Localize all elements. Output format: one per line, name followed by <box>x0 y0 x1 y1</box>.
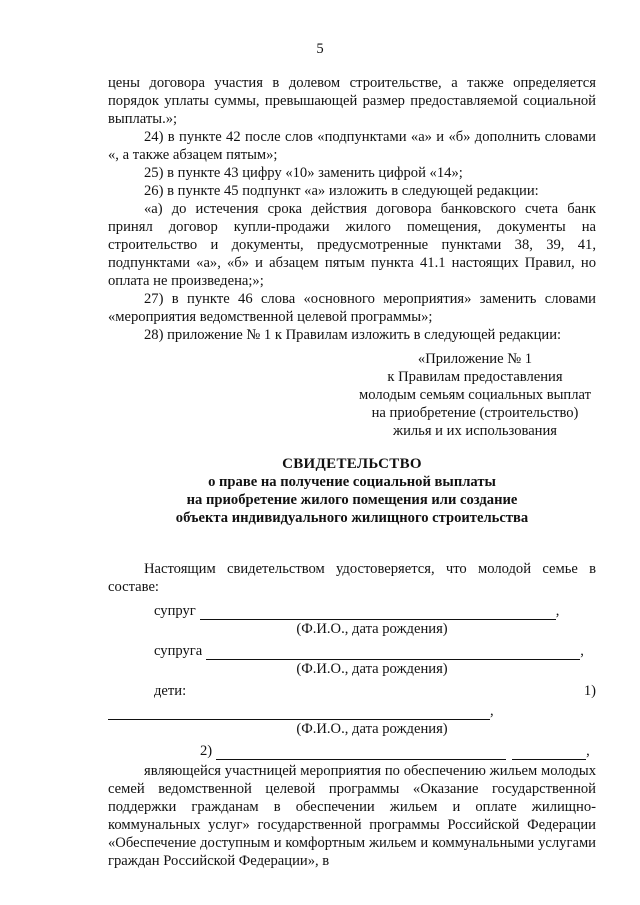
paragraph-item-24: 24) в пункте 42 после слов «подпунктами «а» и «б» дополнить словами «, а также абзацем пятым»; <box>108 129 596 163</box>
paragraph-item-26: 26) в пункте 45 подпункт «а» изложить в следующей редакции: <box>144 183 539 199</box>
fio-caption: (Ф.И.О., дата рождения) <box>296 661 448 677</box>
comma: , <box>580 643 584 659</box>
paragraph-item-28: 28) приложение № 1 к Правилам изложить в следующей редакции: <box>144 327 562 343</box>
certificate-subtitle: на приобретение жилого помещения или создание <box>186 492 518 508</box>
amendments-text <box>108 74 596 344</box>
certificate-subtitle: объекта индивидуального жилищного строительства <box>175 510 529 526</box>
spouse-female-field[interactable] <box>206 645 580 660</box>
child-number-2: 2) <box>200 743 213 759</box>
child-number-1: 1) <box>583 683 596 699</box>
comma: , <box>490 703 494 719</box>
certificate-intro: Настоящим свидетельством удостоверяется, что молодой семье в составе: <box>108 561 596 595</box>
paragraph-item-26a: «а) до истечения срока действия договора банковского счета банк принял договор купли-продажи жилого помещения, документы на строительство и документы, предусмотренные пунктами 38, 39, 41, подпунктами «а», «б» и абзацем пятым пункта 41.1 настоящих Правил, но оплата не произведена;»; <box>108 201 596 289</box>
child-2-row <box>108 740 596 760</box>
fio-caption: (Ф.И.О., дата рождения) <box>296 721 448 737</box>
comma: , <box>586 743 590 759</box>
paragraph-item-27: 27) в пункте 46 слова «основного мероприятия» заменить словами «мероприятия ведомственной целевой программы»; <box>108 291 596 325</box>
certificate-title: СВИДЕТЕЛЬСТВО <box>282 456 422 472</box>
spouse-male-field[interactable] <box>200 605 556 620</box>
spouse-male-row <box>108 600 596 620</box>
spouse-female-label: супруга <box>154 643 203 659</box>
child-2-field-extra[interactable] <box>512 745 586 760</box>
fio-caption: (Ф.И.О., дата рождения) <box>296 621 448 637</box>
child-2-field[interactable] <box>216 745 506 760</box>
page-number: 5 <box>316 41 324 57</box>
child-1-row <box>108 700 596 720</box>
spouse-male-label: супруг <box>154 603 196 619</box>
annex-line: на приобретение (строительство) <box>371 405 579 421</box>
certificate-body <box>108 560 596 885</box>
certificate-final-paragraph: являющейся участницей мероприятия по обеспечению жильем молодых семей ведомственной целевой программы «Оказание государственной поддержки гражданам в обеспечении жильем и оплате жилищно-коммунальных услуг» государственной программы Российской Федерации «Обеспечение доступным и комфортным жильем и коммунальными услугами граждан Российской Федерации», в <box>108 763 596 869</box>
paragraph-continuation: цены договора участия в долевом строительстве, а также определяется порядок уплаты суммы, превышающей размер предоставляемой социальной выплаты.»; <box>108 75 596 127</box>
certificate-subtitle: о праве на получение социальной выплаты <box>208 474 496 490</box>
annex-line: «Приложение № 1 <box>417 351 533 367</box>
comma: , <box>555 603 560 619</box>
certificate-title-block <box>108 455 596 527</box>
child-1-field[interactable] <box>108 705 490 720</box>
children-row <box>108 680 596 700</box>
annex-line: молодым семьям социальных выплат <box>359 387 591 403</box>
spouse-female-row <box>108 640 596 660</box>
annex-line: к Правилам предоставления <box>387 369 563 385</box>
annex-header <box>340 350 610 440</box>
children-label: дети: <box>154 683 187 699</box>
paragraph-item-25: 25) в пункте 43 цифру «10» заменить цифрой «14»; <box>144 165 463 181</box>
annex-line: жилья и их использования <box>392 423 558 439</box>
